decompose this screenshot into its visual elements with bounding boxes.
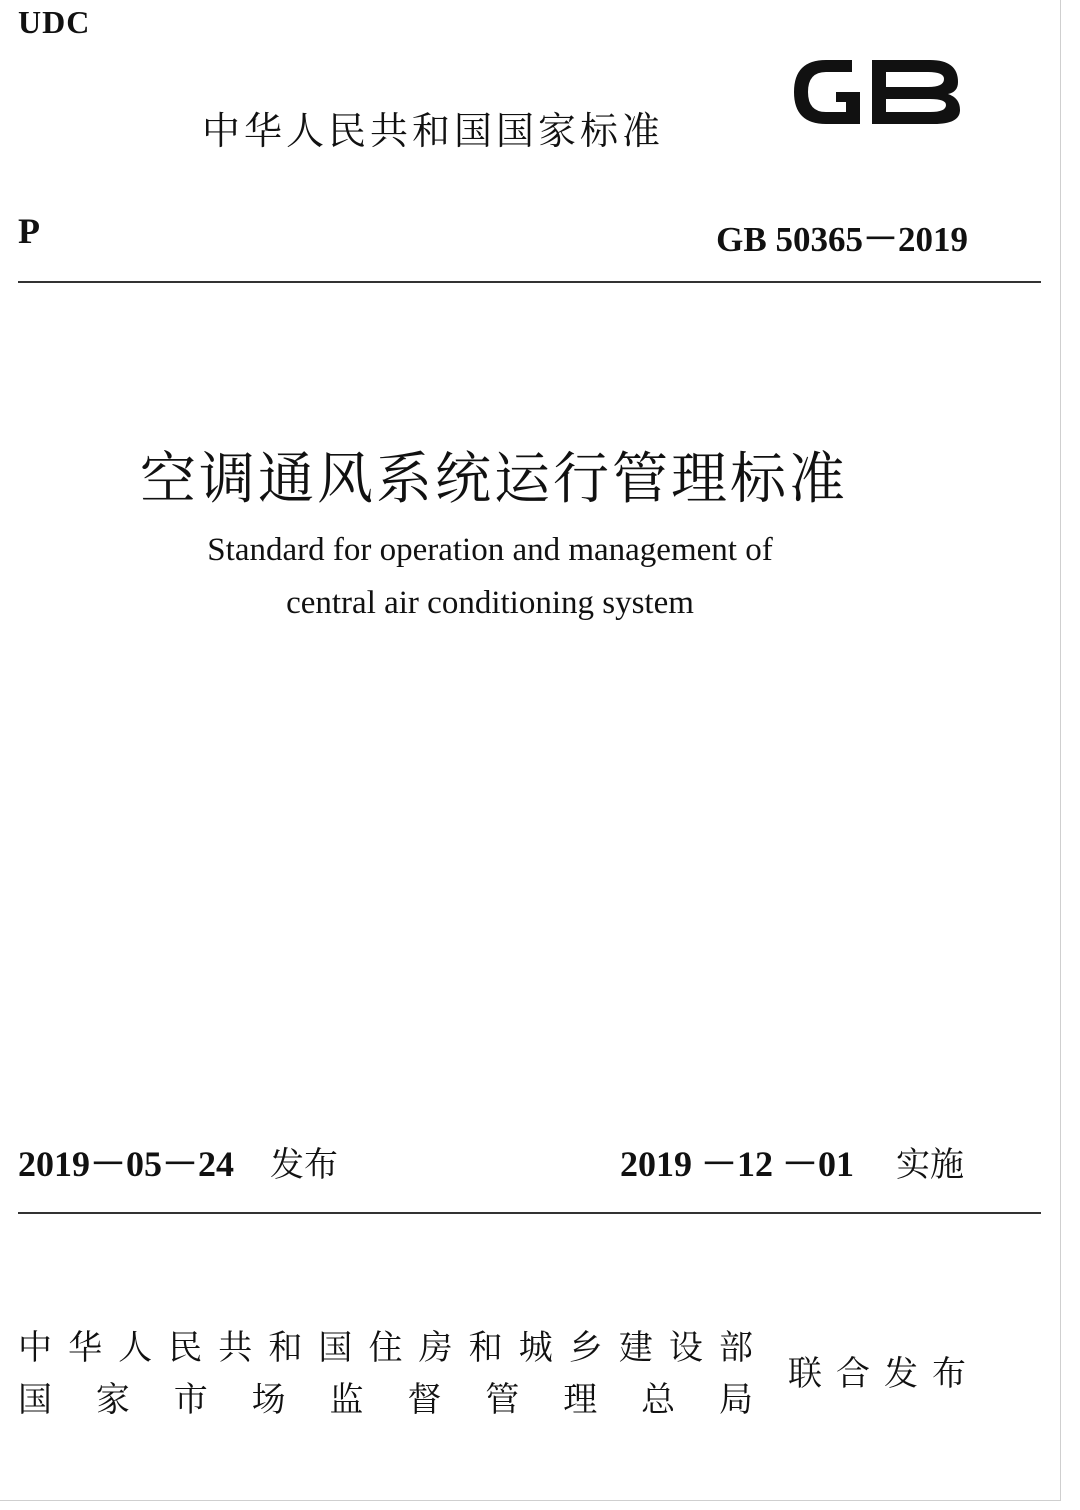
issue-date-block bbox=[18, 1136, 338, 1187]
title-english-line2: central air conditioning system bbox=[286, 585, 694, 621]
issue-label: 发布 bbox=[270, 1145, 339, 1185]
publisher-market-regulation: 国家市场监督管理总局 bbox=[18, 1380, 753, 1420]
national-standard-heading: 中华人民共和国国家标准 bbox=[202, 109, 665, 153]
publisher-ministry: 中华人民共和国住房和城乡建设部 bbox=[18, 1328, 753, 1368]
issue-date: 2019－05－24 bbox=[18, 1144, 235, 1184]
implementation-label: 实施 bbox=[896, 1145, 965, 1185]
svg-text:GB: GB bbox=[780, 42, 782, 43]
classification-code: P bbox=[18, 211, 40, 251]
udc-code: UDC bbox=[18, 4, 91, 40]
gb-logo-icon bbox=[780, 42, 970, 142]
standard-number: GB 50365－2019 bbox=[716, 220, 968, 259]
implementation-date-block bbox=[620, 1136, 964, 1187]
top-divider bbox=[18, 281, 1041, 283]
bottom-divider bbox=[18, 1212, 1041, 1214]
joint-publish-label: 联合发布 bbox=[788, 1354, 980, 1394]
title-chinese: 空调通风系统运行管理标准 bbox=[140, 447, 848, 512]
implementation-date: 2019 －12 －01 bbox=[620, 1144, 855, 1184]
title-english-line1: Standard for operation and management of bbox=[207, 532, 773, 568]
